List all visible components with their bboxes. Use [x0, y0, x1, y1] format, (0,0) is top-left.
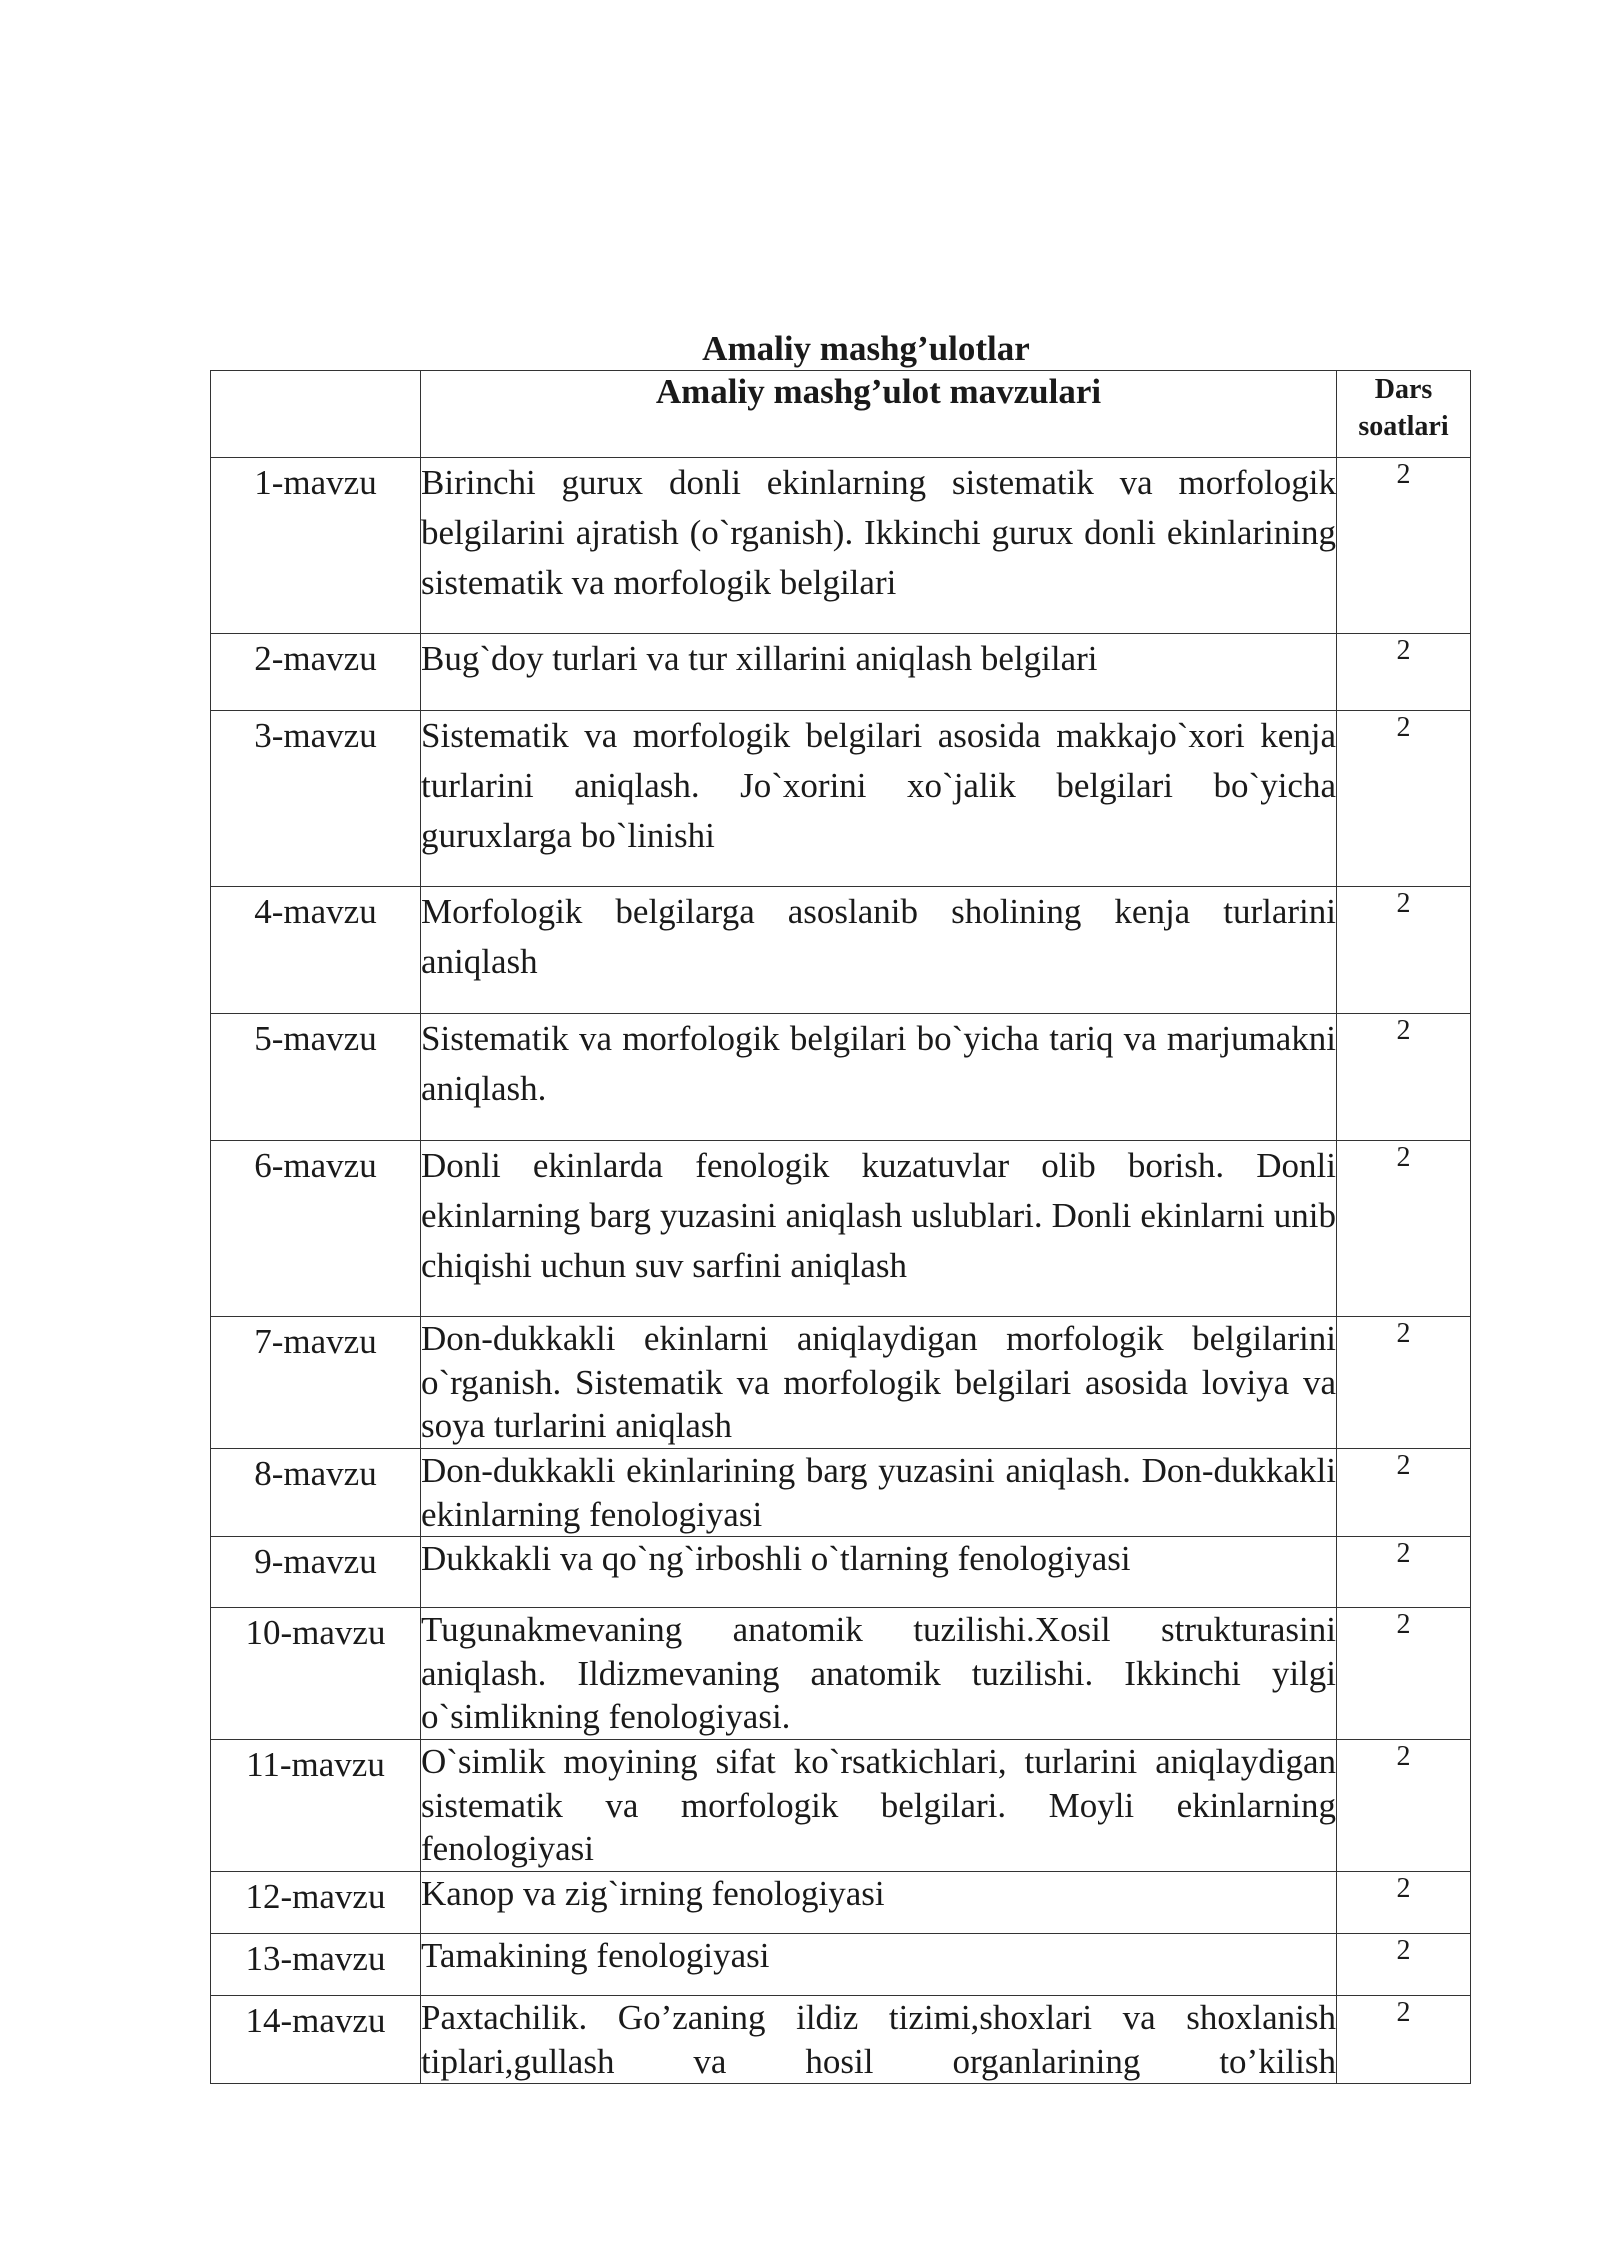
topic-text: Bug`doy turlari va tur xillarini aniqlash belgilari [421, 634, 1337, 711]
header-row [211, 371, 1471, 458]
topic-hours: 2 [1337, 1996, 1471, 2084]
table-row [211, 1934, 1471, 1996]
topic-text: Sistematik va morfologik belgilari bo`yicha tariq va marjumakni aniqlash. [421, 1014, 1337, 1141]
header-empty-cell [211, 371, 421, 458]
table-row [211, 1608, 1471, 1740]
topic-number: 14-mavzu [211, 1996, 421, 2084]
section-title: Amaliy mashg’ulotlar [702, 329, 1030, 368]
topic-number: 13-mavzu [211, 1934, 421, 1996]
table-row [211, 1537, 1471, 1608]
topic-text: Donli ekinlarda fenologik kuzatuvlar olib borish. Donli ekinlarning barg yuzasini aniqlash uslublari. Donli ekinlarni unib chiqishi uchun suv sarfini aniqlash [421, 1141, 1337, 1317]
table-row [211, 711, 1471, 887]
topic-text: Tugunakmevaning anatomik tuzilishi.Xosil strukturasini aniqlash. Ildizmevaning anatomik tuzilishi. Ikkinchi yilgi o`simlikning fenologiyasi. [421, 1608, 1337, 1740]
topic-text: Birinchi gurux donli ekinlarning sistematik va morfologik belgilarini ajratish (o`rganish). Ikkinchi gurux donli ekinlarining sistematik va morfologik belgilari [421, 458, 1337, 634]
topic-hours: 2 [1337, 1608, 1471, 1740]
table-row [211, 1996, 1471, 2084]
table-row [211, 1014, 1471, 1141]
table-row [211, 1449, 1471, 1537]
header-topic-cell: Amaliy mashg’ulot mavzulari [421, 371, 1337, 458]
topic-hours: 2 [1337, 1872, 1471, 1934]
topic-number: 5-mavzu [211, 1014, 421, 1141]
topic-hours: 2 [1337, 634, 1471, 711]
topic-number: 1-mavzu [211, 458, 421, 634]
table-row [211, 458, 1471, 634]
topic-text: Dukkakli va qo`ng`irboshli o`tlarning fenologiyasi [421, 1537, 1337, 1608]
topic-text: Kanop va zig`irning fenologiyasi [421, 1872, 1337, 1934]
topic-number: 12-mavzu [211, 1872, 421, 1934]
table-row [211, 1141, 1471, 1317]
topic-number: 7-mavzu [211, 1317, 421, 1449]
table-row [211, 887, 1471, 1014]
topic-hours: 2 [1337, 1934, 1471, 1996]
topic-number: 6-mavzu [211, 1141, 421, 1317]
topic-hours: 2 [1337, 711, 1471, 887]
topic-number: 4-mavzu [211, 887, 421, 1014]
topic-text: Tamakining fenologiyasi [421, 1934, 1337, 1996]
table-row [211, 1740, 1471, 1872]
topic-hours: 2 [1337, 887, 1471, 1014]
topic-text: Don-dukkakli ekinlarni aniqlaydigan morfologik belgilarini o`rganish. Sistematik va morfologik belgilari asosida loviya va soya turlarini aniqlash [421, 1317, 1337, 1449]
topic-hours: 2 [1337, 1740, 1471, 1872]
topic-text: Sistematik va morfologik belgilari asosida makkajo`xori kenja turlarini aniqlash. Jo`xorini xo`jalik belgilari bo`yicha guruxlarga bo`linishi [421, 711, 1337, 887]
topic-number: 10-mavzu [211, 1608, 421, 1740]
topic-text: Don-dukkakli ekinlarining barg yuzasini aniqlash. Don-dukkakli ekinlarning fenologiyasi [421, 1449, 1337, 1537]
topic-hours: 2 [1337, 458, 1471, 634]
topic-hours: 2 [1337, 1141, 1471, 1317]
table-row [211, 1872, 1471, 1934]
header-hours-line1: Dars [1374, 374, 1433, 405]
table-row [211, 1317, 1471, 1449]
header-hours-cell [1337, 371, 1471, 458]
header-hours-line2: soatlari [1358, 411, 1449, 442]
table-row [211, 634, 1471, 711]
topic-text: O`simlik moyining sifat ko`rsatkichlari, turlarini aniqlaydigan sistematik va morfologik belgilari. Moyli ekinlarning fenologiyasi [421, 1740, 1337, 1872]
topic-text: Morfologik belgilarga asoslanib sholining kenja turlarini aniqlash [421, 887, 1337, 1014]
topic-hours: 2 [1337, 1537, 1471, 1608]
topic-number: 2-mavzu [211, 634, 421, 711]
topic-hours: 2 [1337, 1449, 1471, 1537]
topics-table [210, 370, 1471, 2084]
topic-number: 8-mavzu [211, 1449, 421, 1537]
topic-hours: 2 [1337, 1317, 1471, 1449]
topic-number: 3-mavzu [211, 711, 421, 887]
topic-text: Paxtachilik. Go’zaning ildiz tizimi,shoxlari va shoxlanish tiplari,gullash va hosil organlarining to’kilish [421, 1996, 1337, 2084]
topic-number: 9-mavzu [211, 1537, 421, 1608]
topic-number: 11-mavzu [211, 1740, 421, 1872]
topic-hours: 2 [1337, 1014, 1471, 1141]
